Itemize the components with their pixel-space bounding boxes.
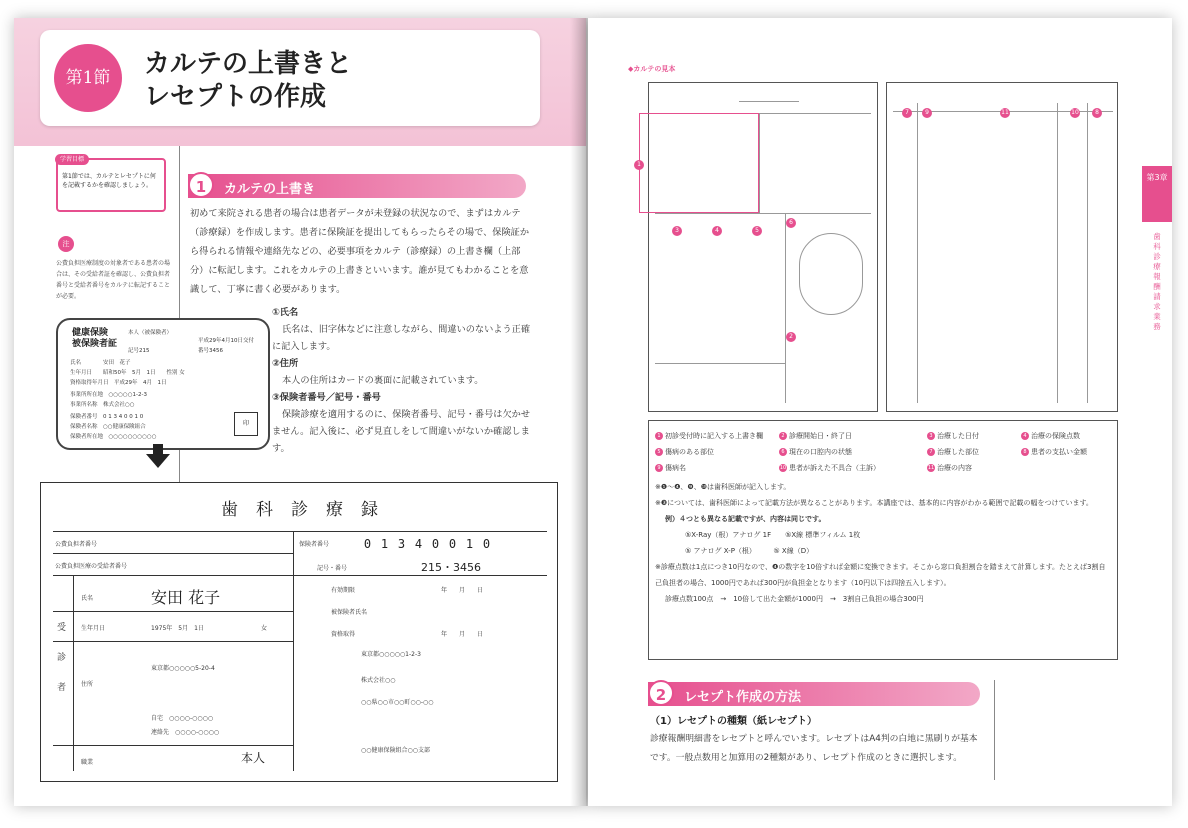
phone-home: 自宅 ○○○○-○○○○ [151,715,214,722]
rule [655,213,871,214]
legend-item [779,447,852,457]
birth-value: 1975年 5月 1日 [151,625,204,632]
legend-note: ※❶～❹、❾、❿は歯科医師が記入します。 [655,483,791,491]
digit: 0 [448,537,457,551]
digit: 3 [397,537,406,551]
eligibility-date: 年 月 日 [441,587,484,594]
legend-item [655,447,714,457]
heading-1-label: カルテの上書き [224,182,316,197]
sample-chart-front [648,82,878,412]
section-title-line2: レセプトの作成 [144,82,327,112]
legend-number: 2 [779,432,787,440]
symbol-value: 215・3456 [421,561,481,574]
rule [655,363,785,364]
section-badge: 第1節 [54,44,122,112]
item-3-head: ③保険者番号／記号・番号 [272,392,381,403]
margin-divider [994,680,995,780]
digit: 1 [465,537,474,551]
legend-notes [655,479,1111,607]
digit: 0 [431,537,440,551]
insurer-name: ○○健康保険組合○○支部 [361,747,430,754]
rule [1087,103,1088,403]
rule [917,103,918,403]
card-issued: 平成29年4月10日交付 [198,338,254,344]
office-address: 東京都○○○○○1-2-3 [361,651,421,658]
legend-text: 治療の内容 [937,464,972,472]
sex-value: 女 [261,625,268,632]
card-kind: 本人（被保険者） [128,330,173,336]
card-code: 記号215 [128,348,150,354]
legend-item [927,447,979,457]
legend-note: 例）４つとも異なる記載ですが、内容は同じです。 [665,515,826,523]
legend-number: 10 [779,465,787,471]
legend-text: 初診受付時に記入する上書き欄 [665,432,763,440]
patient-name: 安田 花子 [151,588,221,607]
receipt-paragraph: 診療報酬明細書をレセプトと呼んでいます。レセプトはA4判の白地に黒刷りが基本です。一般点数用と加算用の2種類があり、レセプト作成のときに選択します。 [650,734,978,763]
card-row: 保険者名称 ○○健康保険組合 [70,424,146,430]
address-value: 東京都○○○○○5-20-4 [151,665,215,672]
legend-number: 4 [1021,432,1029,440]
patient-vertical-label: 受診者 [57,623,67,693]
legend-box [648,420,1118,660]
job-label: 職業 [81,759,94,766]
digit: 4 [414,537,423,551]
address-label: 住所 [81,681,94,688]
left-page [14,18,586,806]
chapter-vertical-title: 歯科診療報酬請求業務 [1153,232,1161,331]
section-title [144,48,352,114]
acquired-date: 年 月 日 [441,631,484,638]
callout-marker: 1 [634,160,644,170]
card-row: 氏名 安田 花子 [70,360,131,366]
legend-note: ⑤ アナログ X-P（根） ⑤ X線（D） [685,547,814,555]
legend-text: 現在の口腔内の状態 [789,448,852,456]
section-title-line1: カルテの上書きと [144,49,353,79]
office-name: 株式会社○○ [361,677,396,684]
phone-contact: 連絡先 ○○○○-○○○○ [151,729,220,736]
item-1-head: ①氏名 [272,307,299,318]
callout-marker: 10 [1071,109,1079,116]
card-title [72,328,117,350]
legend-number: 8 [1021,448,1029,456]
callout-marker: 9 [922,108,932,118]
item-list [272,304,534,457]
name-label: 氏名 [81,595,94,602]
legend-number: 3 [927,432,935,440]
insurer-address: ○○県○○市○○町○○-○○ [361,699,434,706]
item-2-body: 本人の住所はカードの裏面に記載されています。 [282,375,484,386]
callout-marker: 8 [1092,108,1102,118]
acquired-label: 資格取得 [331,631,356,638]
heading-2-bar [648,682,980,706]
rule [53,575,547,576]
learning-goal-text: 第1節では、カルテとレセプトに何を記載するかを確認しましょう。 [62,173,156,189]
section-title-box [40,30,540,126]
dentition-diagram [799,233,863,315]
card-row: 事業所名称 株式会社○○ [70,402,135,408]
item-2-head: ②住所 [272,358,299,369]
legend-text: 患者の支払い金額 [1031,448,1087,456]
legend-number: 1 [655,432,663,440]
legend-item [655,431,763,441]
callout-marker: 4 [712,226,722,236]
legend-item [779,431,852,441]
digit: 1 [380,537,389,551]
chapter-tab: 第3章 [1142,166,1172,222]
card-row: 生年月日 昭和50年 5月 1日 性別 女 [70,370,185,376]
birth-label: 生年月日 [81,625,106,632]
rule [1057,103,1058,403]
legend-item [927,431,979,441]
heading-1-number: 1 [188,172,214,198]
sample-chart-back [886,82,1118,412]
card-row: 保険者所在地 ○○○○○○○○○○ [70,434,157,440]
eligibility-label: 有効期限 [331,587,356,594]
rule [53,553,293,554]
legend-item [779,463,880,473]
callout-box [639,113,759,213]
digit: 0 [363,537,372,551]
learning-goal-box [56,158,166,212]
legend-note: ※❸については、歯科医師によって記載方法が異なることがあります。本講座では、基本的に内容がわかる範囲で記載の幅をつけています。 [655,499,1093,507]
card-title-line2: 被保険者証 [72,339,118,349]
card-title-line1: 健康保険 [72,328,109,338]
heading-2-number: 2 [648,680,674,706]
legend-text: 治療した日付 [937,432,979,440]
item-3-body: 保険診療を適用するのに、保険者番号、記号・番号は欠かせません。記入後に、必ず見直しをして間違いがないか確認します。 [272,409,531,454]
callout-marker: 7 [902,108,912,118]
card-row: 資格取得年月日 平成29年 4月 1日 [70,380,167,386]
rule [53,745,293,746]
digit: 0 [482,537,491,551]
subheading: （1）レセプトの種類（紙レセプト） [650,716,817,727]
section-header-band [14,18,586,146]
dental-record-form [40,482,558,782]
learning-goal-tag: 学習目標 [55,154,89,165]
legend-number: 11 [927,465,935,471]
legend-number: 6 [779,448,787,456]
symbol-label: 記号・番号 [317,565,348,572]
callout-marker: 5 [752,226,762,236]
callout-marker: 2 [786,332,796,342]
note-icon: 注 [58,236,74,252]
rule [759,113,760,213]
legend-note: ⑤X-Ray（根）アナログ 1F ⑤X線 標準フィルム 1枚 [685,531,861,539]
legend-item [1021,447,1087,457]
rule [73,575,74,771]
legend-number: 5 [655,448,663,456]
legend-text: 傷病のある部位 [665,448,714,456]
rule [739,101,799,102]
insurer-digits [359,533,495,552]
down-arrow-icon [146,454,170,468]
rule [53,641,293,642]
card-seal: 印 [234,412,258,436]
rule [53,531,547,532]
relation-value: 本人 [241,751,266,765]
legend-item [927,463,972,473]
item-1-body: 氏名は、旧字体などに注意しながら、間違いのないよう正確に記入します。 [272,324,531,352]
legend-item [655,463,686,473]
insurer-number-label: 保険者番号 [299,541,330,548]
callout-marker: 6 [786,218,796,228]
callout-marker: 11 [1001,109,1009,116]
public-recipient-label: 公費負担医療の受給者番号 [55,563,128,570]
legend-number: 7 [927,448,935,456]
record-title: 歯科診療録 [221,500,396,520]
card-row: 事業所所在地 ○○○○○1-2-3 [70,392,147,398]
heading-2-label: レセプト作成の方法 [684,690,802,705]
heading-1-bar [188,174,526,198]
rule [293,531,294,771]
legend-note: 診療点数100点 → 10倍して出た金額が1000円 → 3割自己負担の場合300円 [665,595,924,603]
public-payer-label: 公費負担者番号 [55,541,98,548]
legend-text: 治療した部位 [937,448,979,456]
legend-text: 診療開始日・終了日 [789,432,852,440]
insurance-card [56,318,270,450]
example-label: ◆カルテの見本 [628,65,676,73]
intro-paragraph: 初めて来院される患者の場合は患者データが未登録の状況なので、まずはカルテ（診療録）を作成します。患者に保険証を提出してもらったらその場で、保険証から得られる情報や連絡先などの、必要事項をカルテ（診療録）の上書き欄（上部分）に転記します。これをカルテの上書きといいます。誰が見てもわかることを意識して、丁寧に書く必要があります。 [190,208,530,295]
card-number: 番号3456 [198,348,223,354]
rule [53,611,293,612]
card-row: 保険者番号 0 1 3 4 0 0 1 0 [70,414,144,420]
legend-note: ※診療点数は1点につき10円なので、❹の数字を10倍すれば金額に変換できます。そこから窓口負担割合を踏まえて計算します。たとえば3割自己負担者の場合、1000円であれば300円が負担金となります（10円以下は四捨五入します）。 [655,563,1106,587]
insured-name-label: 被保険者氏名 [331,609,368,616]
legend-number: 9 [655,464,663,472]
callout-marker: 3 [672,226,682,236]
legend-text: 傷病名 [665,464,686,472]
legend-text: 治療の保険点数 [1031,432,1080,440]
legend-item [1021,431,1080,441]
margin-note-text: 公費負担医療制度の対象者である患者の場合は、その受給者証を確認し、公費負担者番号と受給者番号をカルテに転記することが必要。 [56,260,171,300]
rule [785,213,786,403]
legend-text: 患者が訴えた不具合（主訴） [789,464,880,472]
